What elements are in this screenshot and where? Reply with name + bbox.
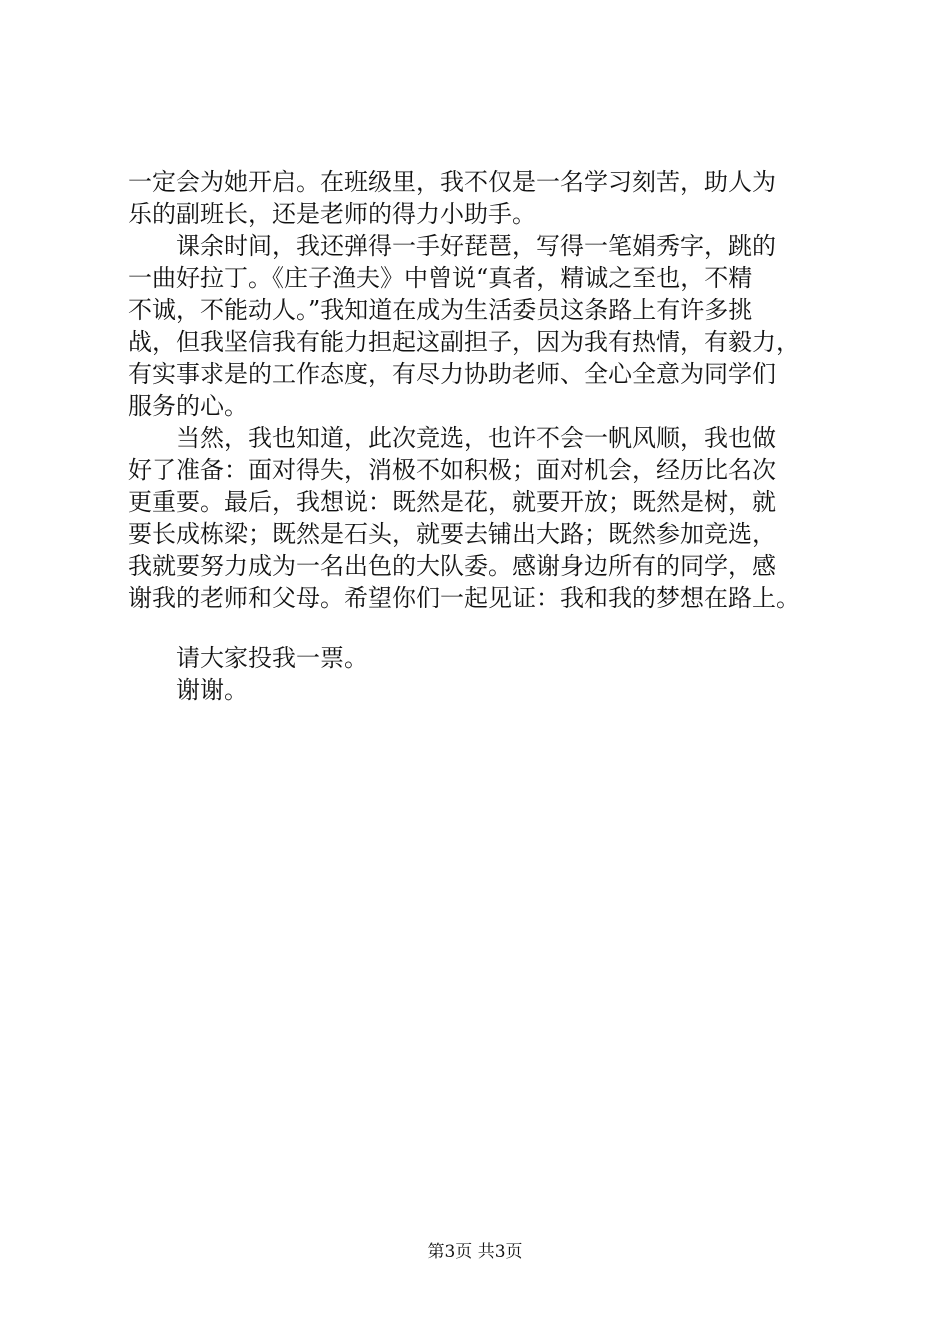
- page-number: 第3页 共3页: [427, 1242, 523, 1262]
- paragraph-line: 我就要努力成为一名出色的大队委。感谢身边所有的同学，感: [128, 552, 776, 580]
- paragraph-line: 服务的心。: [128, 392, 248, 420]
- document-body: [128, 166, 858, 706]
- closing-line: 请大家投我一票。: [128, 644, 368, 672]
- paragraph-line: 乐的副班长，还是老师的得力小助手。: [128, 200, 536, 228]
- paragraph-line: 有实事求是的工作态度，有尽力协助老师、全心全意为同学们: [128, 360, 776, 388]
- paragraph-line: 当然，我也知道，此次竞选，也许不会一帆风顺，我也做: [128, 424, 776, 452]
- paragraph-line: 更重要。最后，我想说：既然是花，就要开放；既然是树，就: [128, 488, 776, 516]
- paragraph-line: 好了准备：面对得失，消极不如积极；面对机会，经历比名次: [128, 456, 776, 484]
- paragraph-line: 谢我的老师和父母。希望你们一起见证：我和我的梦想在路上。: [128, 584, 800, 612]
- paragraph-line: 要长成栋梁；既然是石头，就要去铺出大路；既然参加竞选，: [128, 520, 776, 548]
- paragraph-line: 战，但我坚信我有能力担起这副担子，因为我有热情，有毅力，: [128, 328, 800, 356]
- paragraph-line: 课余时间，我还弹得一手好琵琶，写得一笔娟秀字，跳的: [128, 232, 776, 260]
- paragraph-line: 一曲好拉丁。《庄子渔夫》中曾说“真者，精诚之至也，不精: [128, 264, 753, 292]
- paragraph-line: 一定会为她开启。在班级里，我不仅是一名学习刻苦，助人为: [128, 168, 776, 196]
- closing-line: 谢谢。: [128, 676, 248, 704]
- paragraph-line: 不诚，不能动人。”我知道在成为生活委员这条路上有许多挑: [128, 296, 753, 324]
- paragraph-gap: [128, 614, 858, 642]
